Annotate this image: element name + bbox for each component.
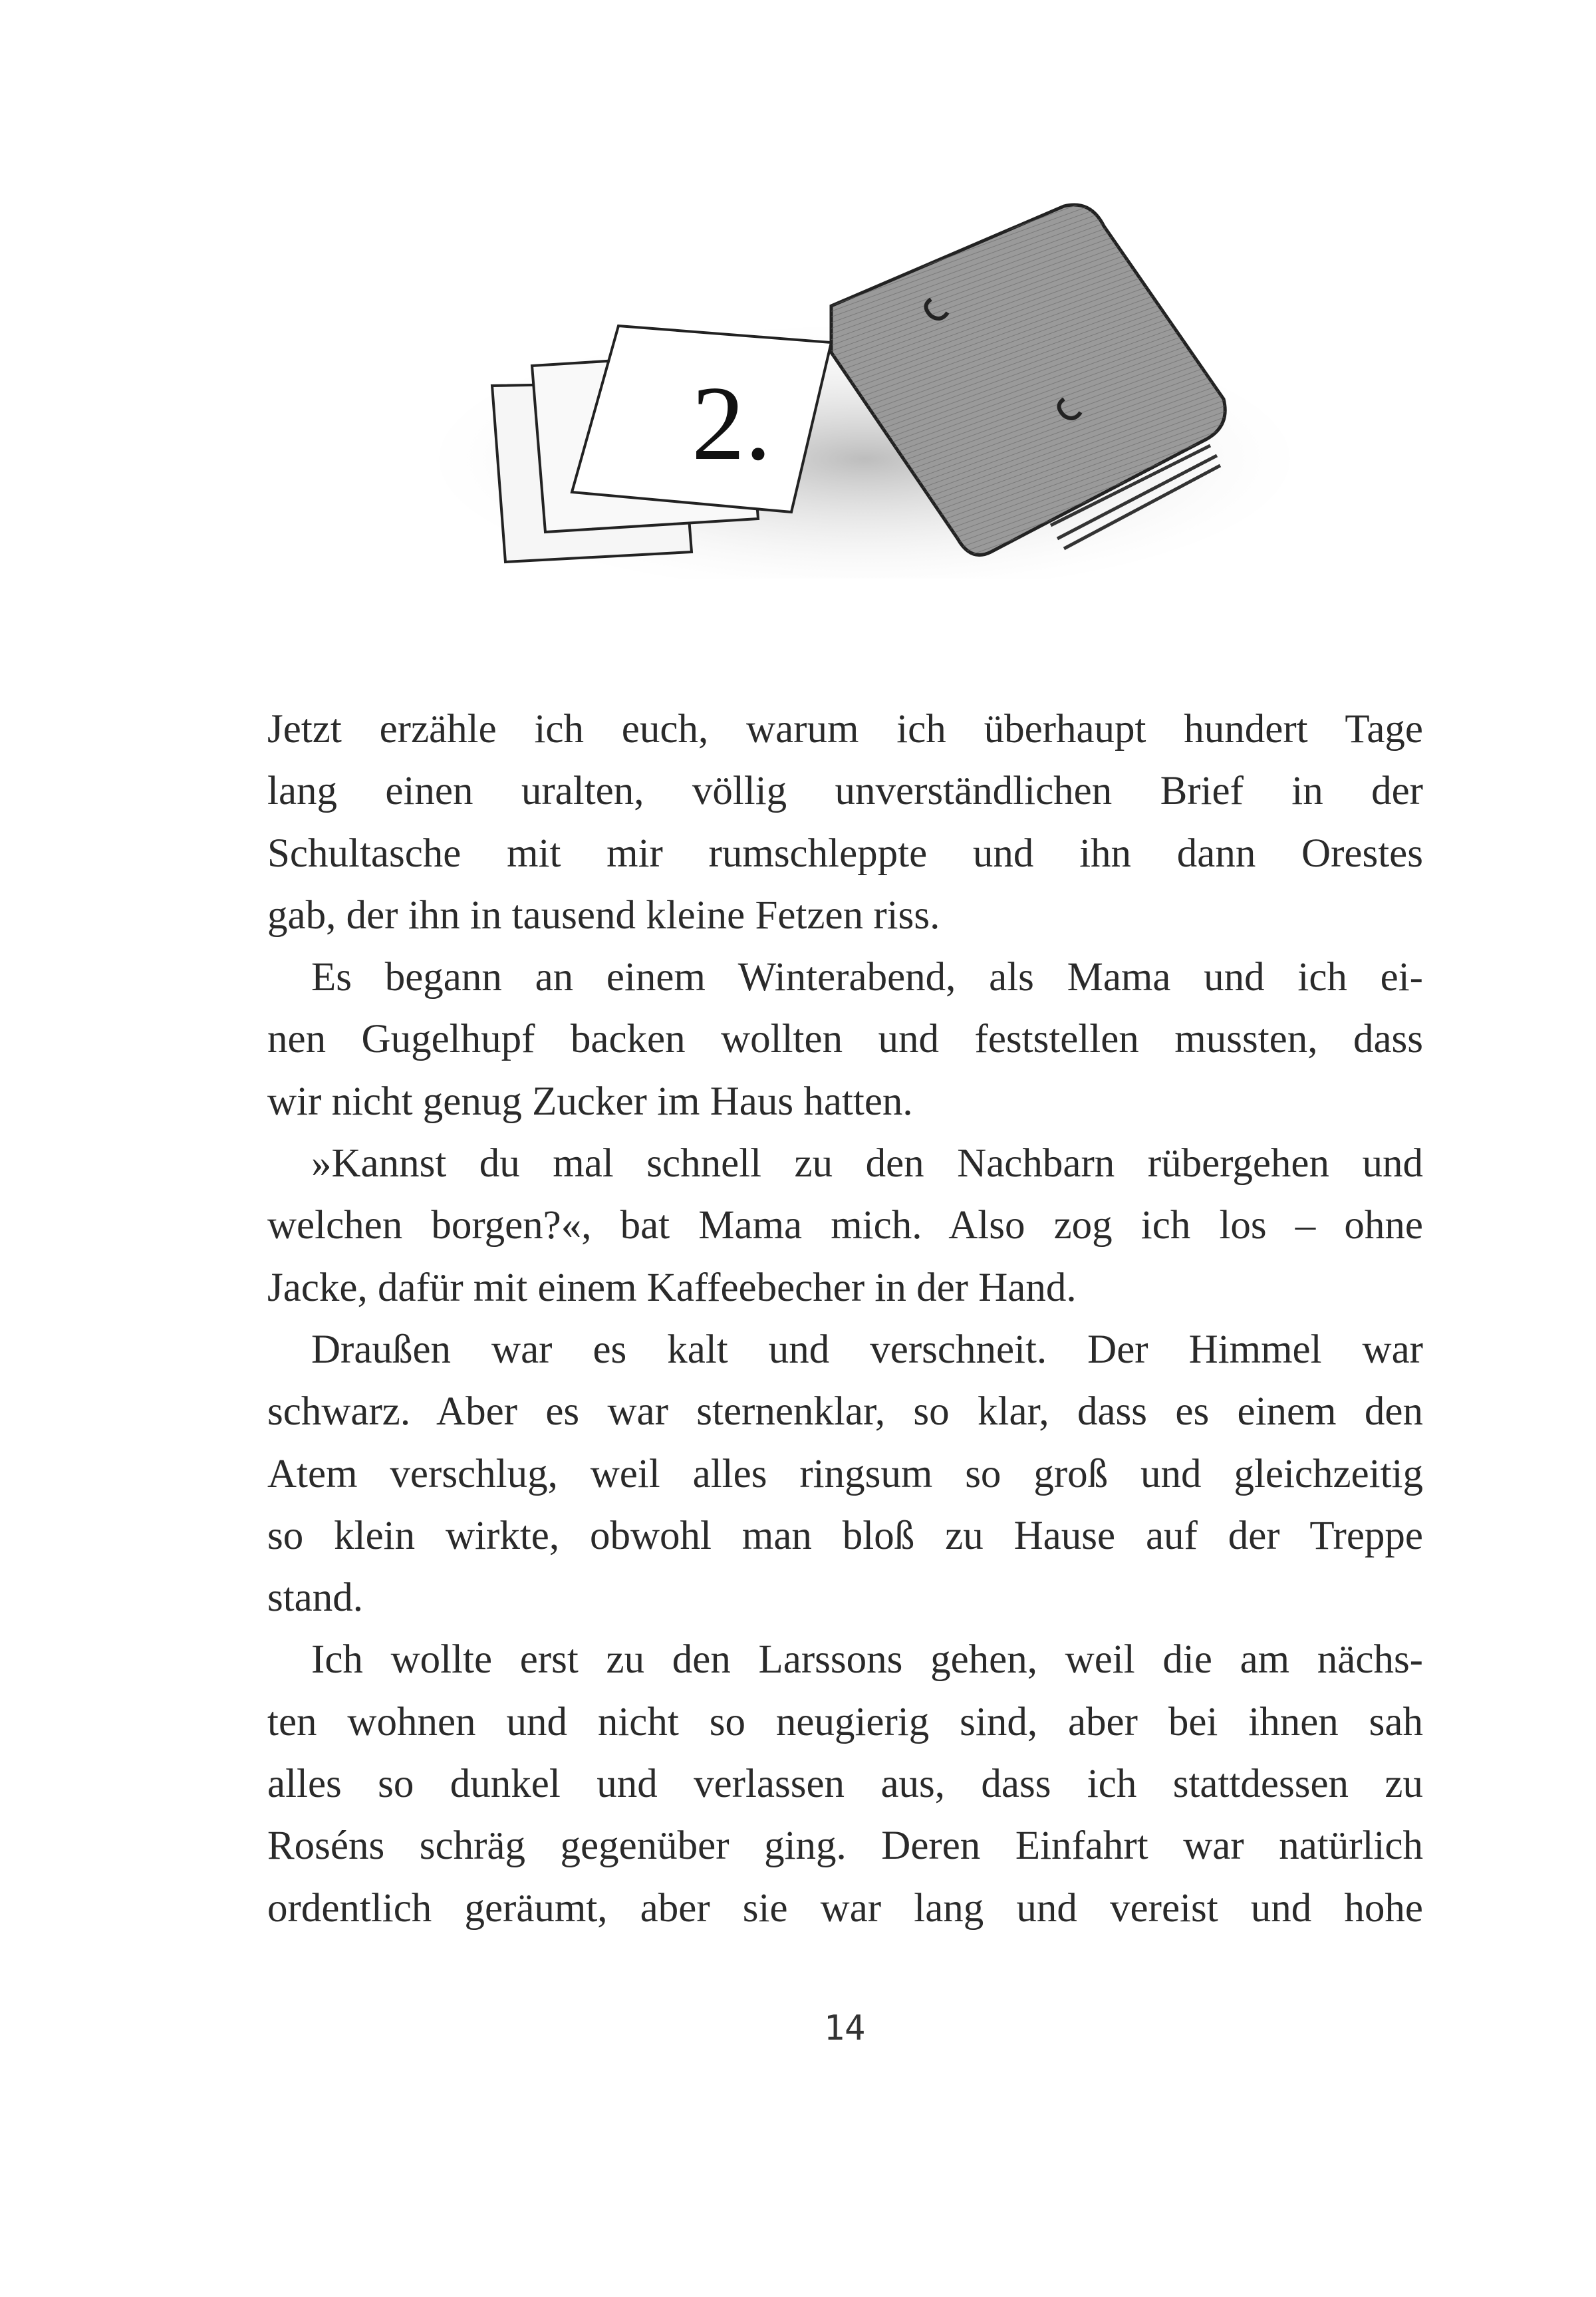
text-line: Draußen war es kalt und verschneit. Der Himmel war: [311, 1327, 1423, 1372]
text-line: Ich wollte erst zu den Larssons gehen, weil die am nächs-: [311, 1637, 1423, 1683]
text-line: welchen borgen?«, bat Mama mich. Also zog ich los – ohne: [267, 1203, 1423, 1248]
text-line: wir nicht genug Zucker im Haus hatten.: [267, 1079, 913, 1124]
text-line: lang einen uralten, völlig unverständlichen Brief in der: [267, 769, 1423, 814]
text-line: gab, der ihn in tausend kleine Fetzen riss.: [267, 892, 940, 938]
text-line: ten wohnen und nicht so neugierig sind, aber bei ihnen sah: [267, 1699, 1423, 1744]
paragraph: [267, 1133, 1423, 1319]
text-line: schwarz. Aber es war sternenklar, so klar, dass es einem den: [267, 1389, 1423, 1434]
text-line: Schultasche mit mir rumschleppte und ihn dann Orestes: [267, 831, 1423, 876]
paragraph: [267, 1319, 1423, 1629]
text-line: alles so dunkel und verlassen aus, dass ich stattdessen zu: [267, 1762, 1423, 1807]
text-line: Atem verschlug, weil alles ringsum so groß und gleichzeitig: [267, 1451, 1423, 1496]
text-line: Roséns schräg gegenüber ging. Deren Einfahrt war natürlich: [267, 1824, 1423, 1869]
paragraph: [267, 1629, 1423, 1939]
text-line: Es begann an einem Winterabend, als Mama und ich ei-: [311, 955, 1423, 1000]
text-line: Jetzt erzähle ich euch, warum ich überhaupt hundert Tage: [267, 707, 1423, 751]
text-line: »Kannst du mal schnell zu den Nachbarn rübergehen und: [311, 1141, 1423, 1186]
chapter-number: 2.: [692, 364, 771, 482]
page-number: 14: [823, 2008, 866, 2048]
text-line: ordentlich geräumt, aber sie war lang und vereist und hohe: [267, 1885, 1423, 1931]
paragraph: [267, 698, 1423, 946]
text-line: nen Gugelhupf backen wollten und feststellen mussten, dass: [267, 1017, 1423, 1062]
text-line: so klein wirkte, obwohl man bloß zu Hause auf der Treppe: [267, 1513, 1423, 1558]
text-line: stand.: [267, 1575, 364, 1621]
chapter-illustration: [399, 180, 1303, 579]
body-text: [267, 698, 1423, 1939]
paragraph: [267, 946, 1423, 1133]
text-line: Jacke, dafür mit einem Kaffeebecher in der Hand.: [267, 1265, 1077, 1310]
